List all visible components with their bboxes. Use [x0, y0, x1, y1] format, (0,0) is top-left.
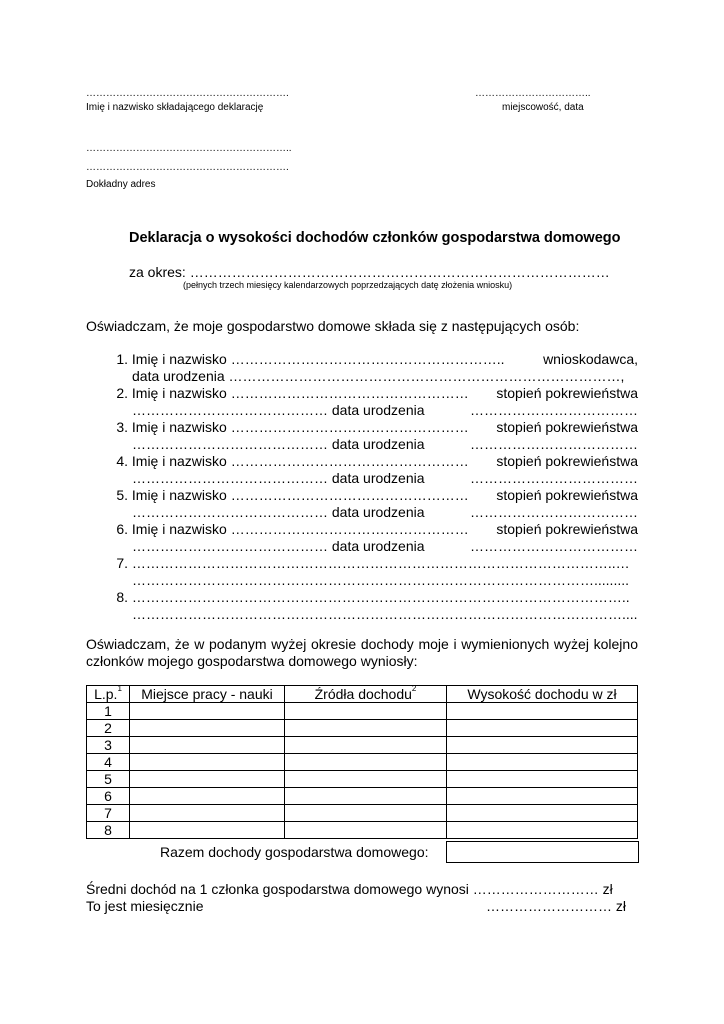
person-birthdate-field: data urodzenia …………………………………………………………………………,	[132, 368, 625, 384]
person-birthdate-field: ……………………………………………………………………………………………....	[132, 606, 638, 622]
amount-cell[interactable]	[447, 703, 638, 720]
workplace-cell[interactable]	[130, 771, 285, 788]
source-cell[interactable]	[285, 771, 447, 788]
person-name-field: Imię i nazwisko ……………………………………………	[131, 487, 469, 503]
source-cell[interactable]	[285, 754, 447, 771]
person-row-detail	[86, 572, 638, 589]
source-cell[interactable]	[285, 703, 447, 720]
table-row	[87, 703, 638, 720]
name-caption: Imię i nazwisko składającego deklarację	[86, 102, 264, 113]
person-row-detail	[86, 606, 638, 623]
source-cell[interactable]	[285, 822, 447, 839]
monthly-label: To jest miesięcznie	[86, 898, 204, 914]
person-row	[86, 521, 638, 538]
row-number: 6	[87, 788, 130, 805]
header-workplace: Miejsce pracy - nauki	[130, 686, 285, 703]
row-number: 1	[87, 703, 130, 720]
person-birthdate-dots: ………………………………	[470, 538, 638, 554]
table-row	[87, 720, 638, 737]
person-number: 4.	[116, 453, 128, 469]
person-birthdate-dots: ………………………………	[470, 470, 638, 486]
table-row	[87, 771, 638, 788]
source-cell[interactable]	[285, 788, 447, 805]
income-table	[86, 685, 638, 839]
person-relation: wnioskodawca,	[543, 351, 638, 367]
person-number: 2.	[116, 385, 128, 401]
person-name-field: Imię i nazwisko …………………………………………………..	[131, 351, 505, 367]
header-lp: L.p.$^1$	[87, 686, 130, 703]
person-birthdate-field: ……………………………………………………………………………………….........	[132, 572, 630, 588]
person-name-field: Imię i nazwisko ……………………………………………	[131, 521, 469, 537]
person-relation: stopień pokrewieństwa	[496, 453, 638, 469]
workplace-cell[interactable]	[130, 822, 285, 839]
row-number: 3	[87, 737, 130, 754]
workplace-cell[interactable]	[130, 805, 285, 822]
total-value-field[interactable]	[446, 841, 639, 863]
row-number: 7	[87, 805, 130, 822]
total-label: Razem dochody gospodarstwa domowego:	[160, 844, 429, 860]
person-row	[86, 589, 638, 606]
monthly-value: ……………………… zł	[486, 898, 626, 914]
amount-cell[interactable]	[447, 754, 638, 771]
person-row-detail	[86, 402, 638, 419]
header-amount: Wysokość dochodu w zł	[447, 686, 638, 703]
person-row	[86, 453, 638, 470]
person-name-field: Imię i nazwisko ……………………………………………	[131, 385, 469, 401]
amount-cell[interactable]	[447, 822, 638, 839]
person-birthdate-field: …………………………………… data urodzenia	[132, 538, 425, 554]
person-row-detail	[86, 504, 638, 521]
person-row	[86, 487, 638, 504]
page-title: Deklaracja o wysokości dochodów członków gospodarstwa domowego	[129, 230, 621, 246]
person-birthdate-dots: ………………………………	[470, 436, 638, 452]
person-row	[86, 351, 638, 368]
person-number: 7.	[116, 555, 128, 571]
average-income: Średni dochód na 1 członka gospodarstwa domowego wynosi ……………………… zł	[86, 881, 613, 897]
amount-cell[interactable]	[447, 737, 638, 754]
workplace-cell[interactable]	[130, 703, 285, 720]
source-cell[interactable]	[285, 737, 447, 754]
row-number: 5	[87, 771, 130, 788]
person-row	[86, 419, 638, 436]
source-cell[interactable]	[285, 805, 447, 822]
person-number: 1.	[116, 351, 128, 367]
person-name-field: …………………………………………………………………………………………..…	[131, 555, 630, 571]
workplace-cell[interactable]	[130, 720, 285, 737]
person-birthdate-field: …………………………………… data urodzenia	[132, 402, 425, 418]
person-birthdate-field: …………………………………… data urodzenia	[132, 436, 425, 452]
person-list	[86, 351, 638, 623]
person-number: 3.	[116, 419, 128, 435]
person-row-detail	[86, 368, 638, 385]
address-dots-1: ……………………………………………………..	[86, 143, 292, 154]
person-row-detail	[86, 538, 638, 555]
table-row	[87, 754, 638, 771]
person-row	[86, 555, 638, 572]
person-number: 8.	[116, 589, 128, 605]
amount-cell[interactable]	[447, 771, 638, 788]
workplace-cell[interactable]	[130, 788, 285, 805]
header-sources: Źródła dochodu$^2$	[285, 686, 447, 703]
place-dots: ……………………………..	[475, 88, 591, 99]
table-row	[87, 822, 638, 839]
period-label: za okres: ………………………………………………………………………………	[129, 264, 610, 280]
amount-cell[interactable]	[447, 805, 638, 822]
person-row-detail	[86, 470, 638, 487]
person-relation: stopień pokrewieństwa	[496, 487, 638, 503]
table-row	[87, 788, 638, 805]
table-row	[87, 737, 638, 754]
person-birthdate-dots: ………………………………	[470, 402, 638, 418]
household-statement: Oświadczam, że moje gospodarstwo domowe składa się z następujących osób:	[86, 318, 580, 334]
row-number: 8	[87, 822, 130, 839]
address-caption: Dokładny adres	[86, 179, 156, 190]
income-statement: Oświadczam, że w podanym wyżej okresie dochody moje i wymienionych wyżej kolejno członków mojego gospodarstwa domowego wyniosły:	[86, 636, 638, 669]
person-relation: stopień pokrewieństwa	[496, 521, 638, 537]
amount-cell[interactable]	[447, 720, 638, 737]
workplace-cell[interactable]	[130, 737, 285, 754]
person-name-field: Imię i nazwisko ……………………………………………	[131, 453, 469, 469]
person-relation: stopień pokrewieństwa	[496, 385, 638, 401]
person-birthdate-dots: ………………………………	[470, 504, 638, 520]
person-birthdate-field: …………………………………… data urodzenia	[132, 504, 425, 520]
row-number: 2	[87, 720, 130, 737]
period-note: (pełnych trzech miesięcy kalendarzowych poprzedzających datę złożenia wniosku)	[183, 280, 513, 290]
table-row	[87, 805, 638, 822]
person-number: 5.	[116, 487, 128, 503]
source-cell[interactable]	[285, 720, 447, 737]
person-name-field: Imię i nazwisko ……………………………………………	[131, 419, 469, 435]
person-row-detail	[86, 436, 638, 453]
person-relation: stopień pokrewieństwa	[496, 419, 638, 435]
person-name-field: ……………………………………………………………………………………………..	[131, 589, 630, 605]
place-caption: miejscowość, data	[502, 102, 584, 113]
table-header-row	[87, 686, 638, 703]
person-row	[86, 385, 638, 402]
person-number: 6.	[116, 521, 128, 537]
name-dots: …………………………………………………….	[86, 88, 289, 99]
address-dots-2: …………………………………………………….	[86, 162, 289, 173]
workplace-cell[interactable]	[130, 754, 285, 771]
person-birthdate-field: …………………………………… data urodzenia	[132, 470, 425, 486]
row-number: 4	[87, 754, 130, 771]
amount-cell[interactable]	[447, 788, 638, 805]
